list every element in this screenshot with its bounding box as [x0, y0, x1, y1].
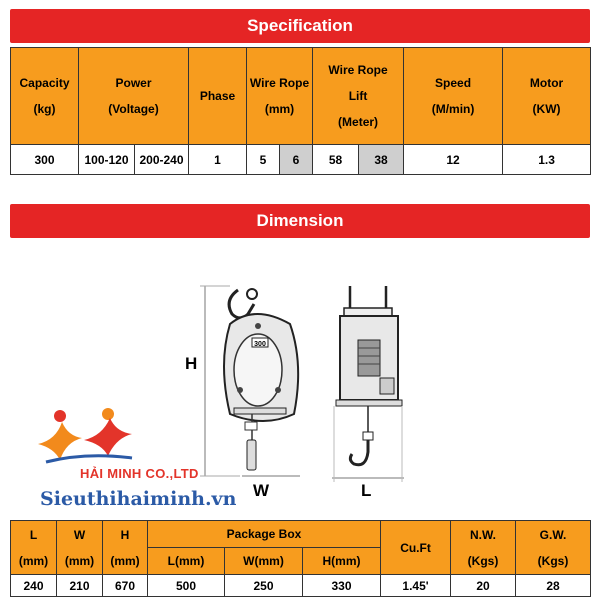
- power-value-2: 200-240: [135, 145, 189, 175]
- dim-header-row-1: [11, 521, 591, 548]
- package-h-header: H(mm): [303, 548, 381, 575]
- phase-header: Phase: [189, 48, 247, 145]
- hoist-side-view-drawing: [328, 282, 408, 482]
- specification-title: Specification: [247, 16, 353, 35]
- h-value: 670: [103, 575, 148, 597]
- spec-header-row: [11, 48, 591, 145]
- height-label: H: [185, 354, 198, 373]
- lift-value-2: 38: [359, 145, 404, 175]
- w-value: 210: [57, 575, 103, 597]
- wire-rope-value-1: 5: [247, 145, 280, 175]
- package-w-header: W(mm): [225, 548, 303, 575]
- wire-rope-value-2: 6: [280, 145, 313, 175]
- company-logo-icon: [30, 404, 140, 466]
- spec-value-row: [11, 145, 591, 175]
- motor-value: 1.3: [503, 145, 591, 175]
- capacity-value: 300: [11, 145, 79, 175]
- wire-rope-header: Wire Rope (mm): [247, 48, 313, 145]
- package-l-header: L(mm): [148, 548, 225, 575]
- width-label: W: [253, 481, 270, 500]
- hoist-plate-label: 300: [254, 341, 266, 348]
- l-value: 240: [11, 575, 57, 597]
- speed-value: 12: [404, 145, 503, 175]
- w-header: W (mm): [57, 521, 103, 575]
- speed-header: Speed (M/min): [404, 48, 503, 145]
- package-box-header: Package Box: [148, 521, 381, 548]
- wire-rope-lift-header: Wire Rope Lift (Meter): [313, 48, 404, 145]
- gw-header: G.W. (Kgs): [516, 521, 591, 575]
- dimension-banner: [10, 204, 590, 238]
- nw-value: 20: [451, 575, 516, 597]
- package-h-value: 330: [303, 575, 381, 597]
- capacity-header: Capacity (kg): [11, 48, 79, 145]
- power-value-1: 100-120: [79, 145, 135, 175]
- power-header: Power (Voltage): [79, 48, 189, 145]
- dimension-table: [10, 520, 591, 597]
- dimension-title: Dimension: [256, 211, 344, 230]
- h-header: H (mm): [103, 521, 148, 575]
- specification-banner: [10, 9, 590, 43]
- package-w-value: 250: [225, 575, 303, 597]
- specification-table: [10, 47, 591, 175]
- cuft-value: 1.45': [381, 575, 451, 597]
- hoist-front-view-drawing: [200, 280, 310, 480]
- lift-value-1: 58: [313, 145, 359, 175]
- package-l-value: 500: [148, 575, 225, 597]
- l-header: L (mm): [11, 521, 57, 575]
- length-label: L: [361, 481, 372, 500]
- phase-value: 1: [189, 145, 247, 175]
- dim-value-row: [11, 575, 591, 597]
- website-link[interactable]: Sieuthihaiminh.vn: [40, 488, 237, 510]
- gw-value: 28: [516, 575, 591, 597]
- nw-header: N.W. (Kgs): [451, 521, 516, 575]
- company-name: HẢI MINH CO.,LTD: [80, 466, 199, 481]
- cuft-header: Cu.Ft: [381, 521, 451, 575]
- motor-header: Motor (KW): [503, 48, 591, 145]
